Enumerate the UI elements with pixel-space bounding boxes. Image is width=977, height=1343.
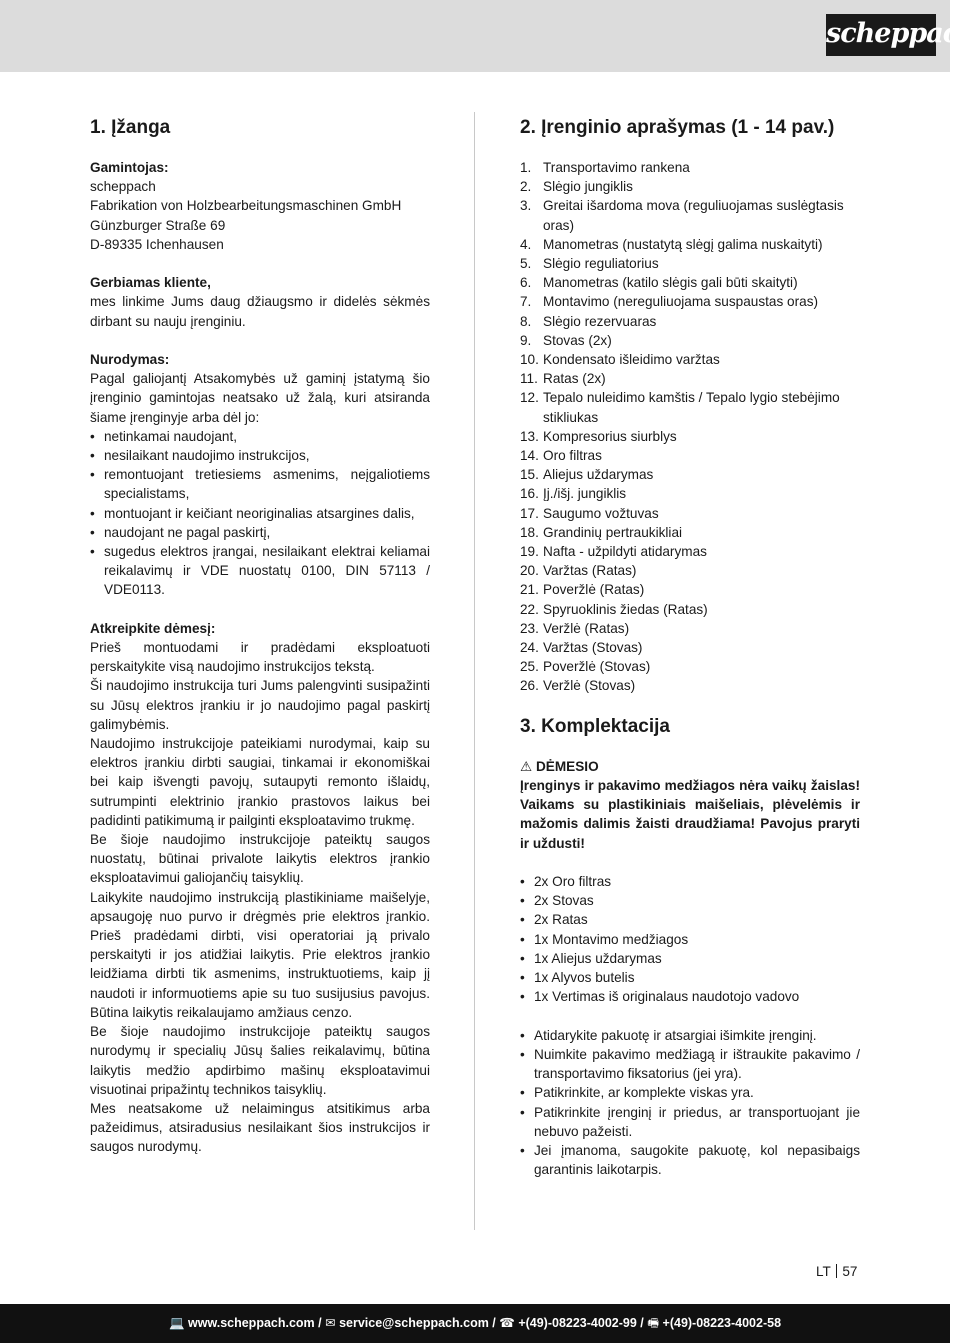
list-item: • 1x Montavimo medžiagos — [520, 930, 860, 949]
item-number: 13. — [520, 428, 539, 444]
parts-list-item — [520, 657, 860, 676]
attention-paragraph: Mes neatsakome už nelaimingus atsitikimus arba pažeidimus, atsiradusius nesilaikant šios instrukcijos ir saugos nurodymų. — [90, 1100, 430, 1155]
parts-list-item — [520, 235, 860, 254]
footer-email[interactable]: service@scheppach.com — [339, 1316, 489, 1330]
section-title-device-description: 2. Įrenginio aprašymas (1 - 14 pav.) — [520, 117, 835, 138]
parts-list-item — [520, 561, 860, 580]
page-number — [816, 1264, 857, 1279]
attention-label: Atkreipkite dėmesį: — [90, 620, 216, 636]
item-text: Grandinių pertraukikliai — [543, 524, 683, 540]
manufacturer-label: Gamintojas: — [90, 160, 169, 175]
list-item: • nesilaikant naudojimo instrukcijos, — [90, 446, 430, 465]
note-label: Nurodymas: — [90, 352, 170, 367]
page-number-value: 57 — [842, 1264, 858, 1279]
item-number: 17. — [520, 505, 539, 521]
item-number: 23. — [520, 620, 539, 636]
list-item: • Nuimkite pakavimo medžiagą ir ištraukite pakavimo / transportavimo fiksatorius (jei yra). — [520, 1045, 860, 1083]
greeting-text: mes linkime Jums daug džiaugsmo ir didelės sėkmės dirbant su nauju įrenginiu. — [90, 294, 430, 329]
list-item: • Patikrinkite, ar komplekte viskas yra. — [520, 1083, 860, 1102]
item-text: Slėgio jungiklis — [543, 179, 633, 195]
item-number: 3. — [520, 198, 532, 214]
mail-icon: ✉ — [325, 1316, 336, 1330]
list-item: • Patikrinkite įrenginį ir priedus, ar transportuojant jie nebuvo pažeisti. — [520, 1103, 860, 1141]
right-column — [520, 116, 860, 1179]
parts-list-item — [520, 427, 860, 446]
item-number: 2. — [520, 179, 532, 195]
item-text: Kondensato išleidimo varžtas — [543, 352, 720, 368]
footer-website[interactable]: www.scheppach.com — [188, 1316, 315, 1330]
parts-list-item — [520, 292, 860, 311]
item-number: 16. — [520, 486, 539, 502]
liability-list — [90, 427, 430, 600]
item-text: Greitai išardoma mova (reguliuojamas suslėgtasis oras) — [543, 198, 844, 233]
parts-list-item — [520, 388, 860, 426]
greeting-label: Gerbiamas kliente, — [90, 275, 211, 291]
item-number: 25. — [520, 659, 539, 675]
section-title-scope-of-delivery: 3. Komplektacija — [520, 715, 670, 737]
left-column — [90, 116, 430, 1157]
footer-fax: +(49)-08223-4002-58 — [662, 1316, 782, 1330]
item-number: 26. — [520, 678, 539, 694]
item-number: 18. — [520, 524, 539, 540]
footer-bar: 💻 www.scheppach.com / ✉ service@scheppach.com / ☎ +(49)-08223-4002-99 / 🖷 +(49)-08223-4002-58 — [0, 1304, 950, 1343]
parts-list-item — [520, 158, 860, 177]
item-text: Varžtas (Stovas) — [543, 640, 643, 656]
phone-icon: ☎ — [499, 1316, 515, 1330]
item-number: 14. — [520, 448, 539, 464]
item-text: Poveržlė (Ratas) — [543, 582, 645, 598]
address-line: Fabrikation von Holzbearbeitungsmaschinen GmbH — [90, 198, 402, 214]
item-number: 4. — [520, 236, 532, 252]
attention-paragraph: Naudojimo instrukcijoje pateikiami nurodymai, kaip su elektros įrankiu dirbti saugiai, tinkamai ir ekonomiškai bei kaip išvengti pavojų, sutaupyti remonto išlaidų, sutrumpinti elektrinio įrankio prastovos laikus bei padidinti patikimumą ir pailginti eksploatavimo trukmę. — [90, 736, 430, 828]
manufacturer-address — [90, 177, 430, 254]
parts-list-item — [520, 254, 860, 273]
item-text: Nafta - užpildyti atidarymas — [543, 544, 707, 560]
list-item: • 1x Aliejus uždarymas — [520, 949, 860, 968]
address-line: scheppach — [90, 179, 156, 195]
parts-list-item — [520, 273, 860, 292]
item-text: Slėgio reguliatorius — [543, 256, 659, 272]
list-item: • 1x Alyvos butelis — [520, 968, 860, 987]
item-number: 20. — [520, 563, 539, 579]
scheppach-logo: scheppach — [826, 14, 936, 56]
parts-list-item — [520, 350, 860, 369]
item-text: Varžtas (Ratas) — [543, 563, 637, 579]
header-bar — [0, 0, 977, 72]
parts-list-item — [520, 638, 860, 657]
item-number: 22. — [520, 601, 539, 617]
parts-list-item — [520, 504, 860, 523]
item-text: Įj./išj. jungiklis — [543, 486, 627, 502]
list-item: • sugedus elektros įrangai, nesilaikant elektrai keliamai reikalavimų ir VDE nuostatų 0100, DIN 57113 / VDE0113. — [90, 542, 430, 600]
item-number: 9. — [520, 332, 532, 348]
address-line: Günzburger Straße 69 — [90, 217, 226, 233]
item-number: 12. — [520, 390, 539, 406]
item-number: 15. — [520, 467, 539, 483]
list-item: • 2x Ratas — [520, 910, 860, 929]
parts-list-item — [520, 676, 860, 695]
warning-title: ⚠ DĖMESIO — [520, 758, 599, 774]
item-number: 1. — [520, 160, 532, 175]
list-item: • remontuojant tretiesiems asmenims, neįgaliotiems specialistams, — [90, 465, 430, 503]
list-item: • montuojant ir keičiant neoriginalias atsargines dalis, — [90, 504, 430, 523]
attention-paragraph: Ši naudojimo instrukcija turi Jums palengvinti susipažinti su Jūsų elektros įrankiu ir jo naudojimo pagal paskirtį galimybėmis. — [90, 678, 430, 732]
item-text: Stovas (2x) — [543, 332, 612, 348]
parts-list-item — [520, 580, 860, 599]
list-item: • 2x Oro filtras — [520, 872, 860, 891]
note-text: Pagal galiojantį Atsakomybės už gaminį įstatymą šio įrenginio gamintojas neatsako už žalą, kuri atsiranda šiame įrenginyje arba dėl jo: — [90, 371, 430, 425]
unpacking-list — [520, 1026, 860, 1180]
parts-list-item — [520, 484, 860, 503]
parts-list-item — [520, 465, 860, 484]
parts-list-item — [520, 523, 860, 542]
address-line: D-89335 Ichenhausen — [90, 236, 224, 252]
item-text: Montavimo (nereguliuojama suspaustas oras) — [543, 294, 819, 310]
item-number: 19. — [520, 544, 539, 560]
parts-list-item — [520, 542, 860, 561]
item-number: 5. — [520, 256, 532, 272]
item-text: Transportavimo rankena — [543, 160, 690, 175]
item-number: 21. — [520, 582, 539, 598]
item-text: Aliejus uždarymas — [543, 467, 654, 483]
list-item: • Jei įmanoma, saugokite pakuotę, kol nepasibaigs garantinis laikotarpis. — [520, 1141, 860, 1179]
computer-icon: 💻 — [168, 1316, 185, 1330]
item-text: Spyruoklinis žiedas (Ratas) — [543, 601, 708, 617]
column-divider — [474, 112, 475, 1230]
item-text: Poveržlė (Stovas) — [543, 659, 651, 675]
attention-paragraph: Laikykite naudojimo instrukciją plastikiniame maišelyje, apsaugoję nuo purvo ir drėgmės prie elektros įrankio. Prieš pradėdami dirbti, visi operatoriai ją privalo perskaityti ir jos atidžiai laikytis. Prie elektros įrankio leidžiama dirbti tik asmenims, instruktuotiems, kaip jį naudoti ir informuotiems apie su tuo susijusius pavojus. Būtina laikytis reikalaujamo amžiaus cenzo. — [90, 889, 430, 1020]
item-text: Veržlė (Stovas) — [543, 678, 636, 694]
item-text: Saugumo vožtuvas — [543, 505, 659, 521]
parts-list-item — [520, 177, 860, 196]
parts-list-item — [520, 600, 860, 619]
language-code: LT — [816, 1264, 831, 1279]
item-number: 8. — [520, 313, 532, 329]
parts-list-item — [520, 369, 860, 388]
scope-list — [520, 872, 860, 1006]
parts-list-item — [520, 619, 860, 638]
item-text: Kompresorius siurblys — [543, 428, 677, 444]
warning-text: Įrenginys ir pakavimo medžiagos nėra vaikų žaislas! Vaikams su plastikiniais maišeliais, plėvelėmis ir mažomis dalimis žaisti draudžiama! Pavojus praryti ir uždusti! — [520, 778, 860, 851]
attention-paragraph: Prieš montuodami ir pradėdami eksploatuoti perskaitykite visą naudojimo instrukcijos tekstą. — [90, 640, 430, 675]
item-number: 7. — [520, 294, 532, 310]
list-item: • 2x Stovas — [520, 891, 860, 910]
item-number: 6. — [520, 275, 532, 291]
attention-paragraph: Be šioje naudojimo instrukcijoje pateiktų saugos nurodymų ir specialių Jūsų šalies reikalavimų, būtina laikytis medžio apdirbimo mašinų eksploatavimui visuotinai pripažintų technikos taisyklių. — [90, 1024, 430, 1097]
item-number: 24. — [520, 640, 539, 656]
footer-phone: +(49)-08223-4002-99 — [518, 1316, 637, 1330]
list-item: • netinkamai naudojant, — [90, 427, 430, 446]
list-item: • 1x Vertimas iš originalaus naudotojo vadovo — [520, 987, 860, 1006]
item-number: 10. — [520, 352, 539, 368]
item-text: Slėgio rezervuaras — [543, 313, 657, 329]
item-number: 11. — [520, 371, 538, 387]
attention-paragraph: Be šioje naudojimo instrukcijoje pateiktų saugos nuostatų, būtinai privalote laikytis elektros įrankio eksploatavimui galiojančių taisyklių. — [90, 832, 430, 886]
parts-list-item — [520, 196, 860, 234]
parts-list-item — [520, 446, 860, 465]
parts-list-item — [520, 312, 860, 331]
item-text: Veržlė (Ratas) — [543, 620, 630, 636]
section-title-introduction: 1. Įžanga — [90, 117, 171, 138]
parts-list-item — [520, 331, 860, 350]
list-item: • Atidarykite pakuotę ir atsargiai išimkite įrenginį. — [520, 1026, 860, 1045]
fax-icon: 🖷 — [647, 1316, 660, 1330]
parts-list — [520, 158, 860, 696]
separator — [836, 1264, 838, 1278]
list-item: • naudojant ne pagal paskirtį, — [90, 523, 430, 542]
item-text: Manometras (katilo slėgis gali būti skaityti) — [543, 275, 798, 291]
item-text: Oro filtras — [543, 448, 602, 464]
item-text: Ratas (2x) — [543, 371, 606, 387]
item-text: Manometras (nustatytą slėgį galima nuskaityti) — [543, 236, 823, 252]
item-text: Tepalo nuleidimo kamštis / Tepalo lygio stebėjimo stikliukas — [543, 390, 840, 425]
